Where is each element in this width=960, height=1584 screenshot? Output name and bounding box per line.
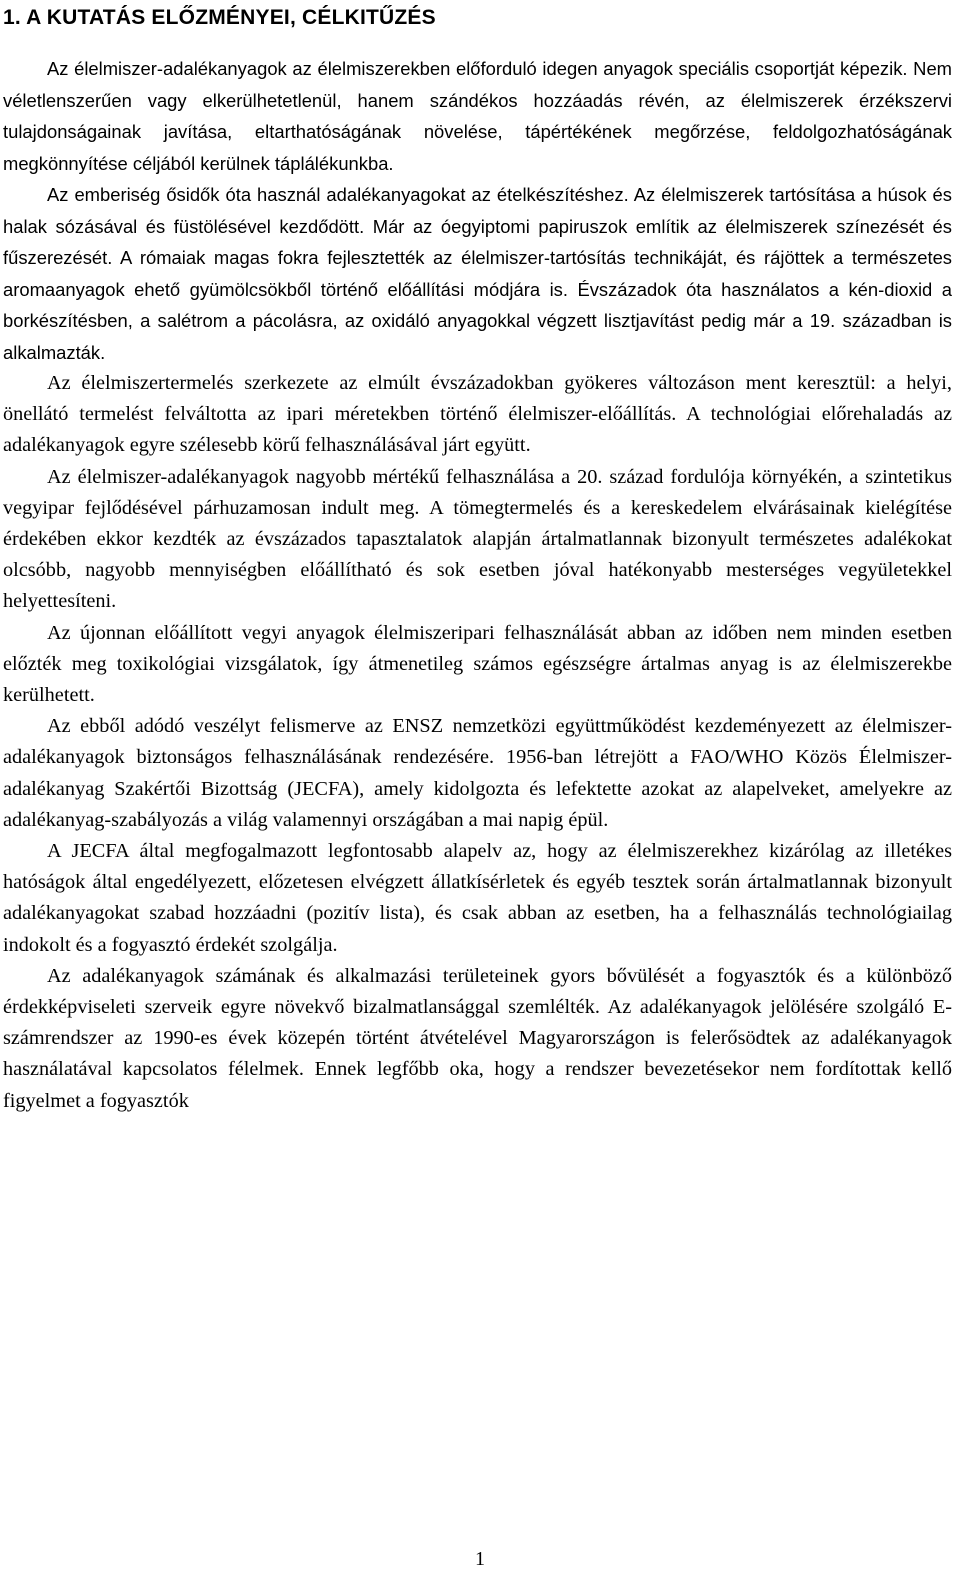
paragraph-2: Az emberiség ősidők óta használ adalékanyagokat az ételkészítéshez. Az élelmiszerek tartósítása a húsok és halak sózásával és füstölésével kezdődött. Már az óegyiptomi papiruszok említik az élelmiszerek színezését és fűszerezését. A rómaiak magas fokra fejlesztették az élelmiszer-tartósítás technikáját, és rájöttek a természetes aromaanyagok ehető gyümölcsökből történő előállítási módjára is. Évszázadok óta használatos a kén-dioxid a borkészítésben, a salétrom a pácolásra, az oxidáló anyagokkal végzett lisztjavítást pedig már a 19. században is alkalmazták. xyxy=(3,184,952,363)
paragraph-8: Az adalékanyagok számának és alkalmazási területeinek gyors bővülését a fogyasztók és a különböző érdekképviseleti szerveik egyre növekvő bizalmatlansággal szemlélték. Az adalékanyagok jelölésére szolgáló E-számrendszer az 1990-es évek közepén történt átvételével Magyarországon is felerősödtek az adalékanyagok használatával kapcsolatos félelmek. Ennek legfőbb oka, hogy a rendszer bevezetésekor nem fordítottak kellő figyelmet a fogyasztók xyxy=(3,964,952,1112)
paragraph-4: Az élelmiszer-adalékanyagok nagyobb mértékű felhasználása a 20. század fordulója környékén, a szintetikus vegyipar fejlődésével párhuzamosan indult meg. A tömegtermelés és a kereskedelem elvárásainak kielégítése érdekében ekkor kezdték az évszázados tapasztalatok alapján ártalmatlannak bizonyult természetes adalékokat olcsóbb, nagyobb mennyiségben előállítható és sok esetben jóval hatékonyabb mesterséges vegyületekkel helyettesíteni. xyxy=(3,465,952,613)
section-heading: 1. A KUTATÁS ELŐZMÉNYEI, CÉLKITŰZÉS xyxy=(3,6,436,29)
paragraph-6: Az ebből adódó veszélyt felismerve az ENSZ nemzetközi együttműködést kezdeményezett az élelmiszer-adalékanyagok biztonságos felhasználásának rendezésére. 1956-ban létrejött a FAO/WHO Közös Élelmiszer-adalékanyag Szakértői Bizottság (JECFA), amely kidolgozta és lefektette azokat az alapelveket, amelyekre az adalékanyag-szabályozás a világ valamennyi országában a mai napig épül. xyxy=(3,715,952,831)
paragraph-5: Az újonnan előállított vegyi anyagok élelmiszeripari felhasználását abban az időben nem minden esetben előzték meg toxikológiai vizsgálatok, így átmenetileg számos egészségre ártalmas anyag is az élelmiszerekbe kerülhetett. xyxy=(3,621,952,707)
paragraph-1: Az élelmiszer-adalékanyagok az élelmiszerekben előforduló idegen anyagok speciális csoportját képezik. Nem véletlenszerűen vagy elkerülhetetlenül, hanem szándékos hozzáadás révén, az élelmiszerek érzékszervi tulajdonságainak javítása, eltarthatóságának növelése, tápértékének megőrzése, feldolgozhatóságának megkönnyítése céljából kerülnek táplálékunkba. xyxy=(3,58,952,174)
paragraph-7: A JECFA által megfogalmazott legfontosabb alapelv az, hogy az élelmiszerekhez kizárólag az illetékes hatóságok által engedélyezett, előzetesen elvégzett állatkísérletek és egyéb tesztek során ártalmatlannak bizonyult adalékanyagokat szabad hozzáadni (pozitív lista), és csak abban az esetben, ha a felhasználás technológiailag indokolt és a fogyasztó érdekét szolgálja. xyxy=(3,840,952,956)
paragraph-3: Az élelmiszertermelés szerkezete az elmúlt évszázadokban gyökeres változáson ment keresztül: a helyi, önellátó termelést felváltotta az ipari méretekben történő élelmiszer-előállítás. A technológiai előrehaladás az adalékanyagok egyre szélesebb körű felhasználásával járt együtt. xyxy=(3,372,952,457)
page-number: 1 xyxy=(475,1548,485,1570)
